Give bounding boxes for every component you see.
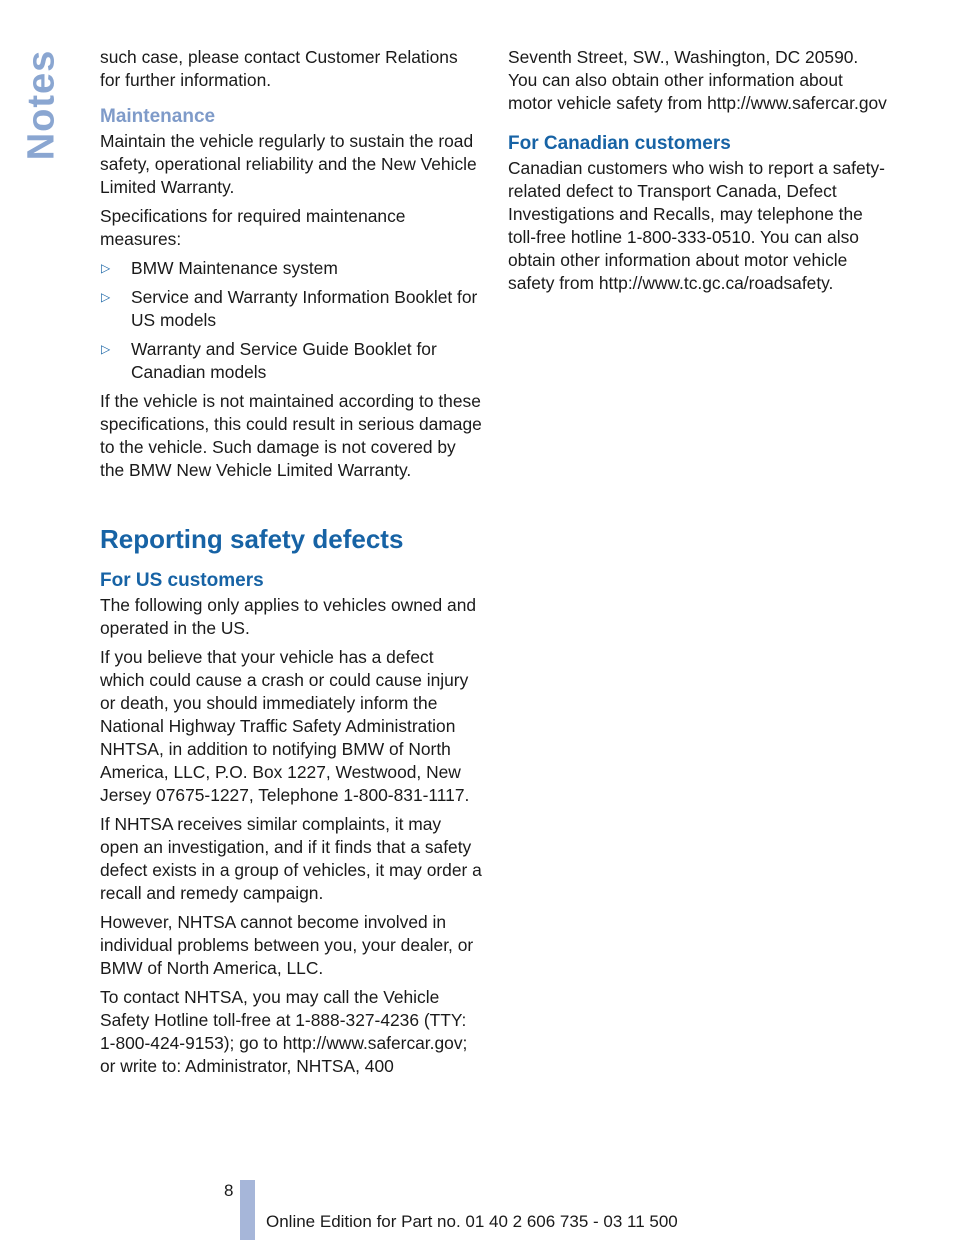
list-item: ▷ BMW Maintenance system [101, 258, 338, 278]
us-paragraph: To contact NHTSA, you may call the Vehicle Safety Hotline toll-free at 1-888-327-4236 (TTY: 1-800-424-9153); go to http://www.safercar.gov; or write to: Administrator, NHTSA, 400 [100, 987, 468, 1076]
intro-paragraph: such case, please contact Customer Relations for further information. [100, 47, 458, 90]
section-tab-notes [20, 40, 64, 170]
continuation-paragraph: Seventh Street, SW., Washington, DC 20590. You can also obtain other information about motor vehicle safety from http://www.safercar.gov [508, 47, 887, 113]
triangle-bullet-icon: ▷ [101, 342, 111, 356]
left-column [100, 46, 482, 1084]
us-paragraph: However, NHTSA cannot become involved in individual problems between you, your dealer, or BMW of North America, LLC. [100, 912, 474, 978]
list-item: ▷ Warranty and Service Guide Booklet for Canadian models [101, 339, 437, 382]
section-tab-label: Notes [20, 49, 63, 161]
maintenance-list [100, 257, 482, 384]
reporting-heading: Reporting safety defects [100, 524, 404, 554]
footer-bar [240, 1180, 255, 1240]
us-paragraph: If you believe that your vehicle has a defect which could cause a crash or could cause injury or death, you should immediately inform the National Highway Traffic Safety Administration NHTSA, in addition to notifying BMW of North America, LLC, P.O. Box 1227, Westwood, New Jersey 07675-1227, Telephone 1-800-831-1117. [100, 647, 470, 805]
triangle-bullet-icon: ▷ [101, 261, 111, 275]
maintenance-heading: Maintenance [100, 106, 216, 127]
edition-note: Online Edition for Part no. 01 40 2 606 735 - 03 11 500 [266, 1212, 678, 1231]
maintenance-specs-paragraph: Specifications for required maintenance measures: [100, 206, 406, 249]
list-item: ▷ Service and Warranty Information Booklet for US models [101, 287, 478, 330]
triangle-bullet-icon: ▷ [101, 290, 111, 304]
right-column [508, 46, 890, 301]
us-paragraph: The following only applies to vehicles owned and operated in the US. [100, 595, 477, 638]
page-number: 8 [224, 1181, 234, 1200]
us-customers-heading: For US customers [100, 570, 264, 591]
us-paragraph: If NHTSA receives similar complaints, it may open an investigation, and if it finds that a safety defect exists in a group of vehicles, it may order a recall and remedy campaign. [100, 814, 482, 903]
maintenance-warning-paragraph: If the vehicle is not maintained according to these specifications, this could result in serious damage to the vehicle. Such damage is not covered by the BMW New Vehicle Limited Warranty. [100, 391, 482, 480]
canadian-customers-heading: For Canadian customers [508, 133, 731, 154]
canada-paragraph: Canadian customers who wish to report a safety- related defect to Transport Canada, Defect Investigations and Recalls, may telephone the toll-free hotline 1-800-333-0510. You can also obtain other information about motor vehicle safety from http://www.tc.gc.ca/roadsafety. [508, 158, 885, 293]
maintenance-paragraph: Maintain the vehicle regularly to sustain the road safety, operational reliability and the New Vehicle Limited Warranty. [100, 131, 477, 197]
